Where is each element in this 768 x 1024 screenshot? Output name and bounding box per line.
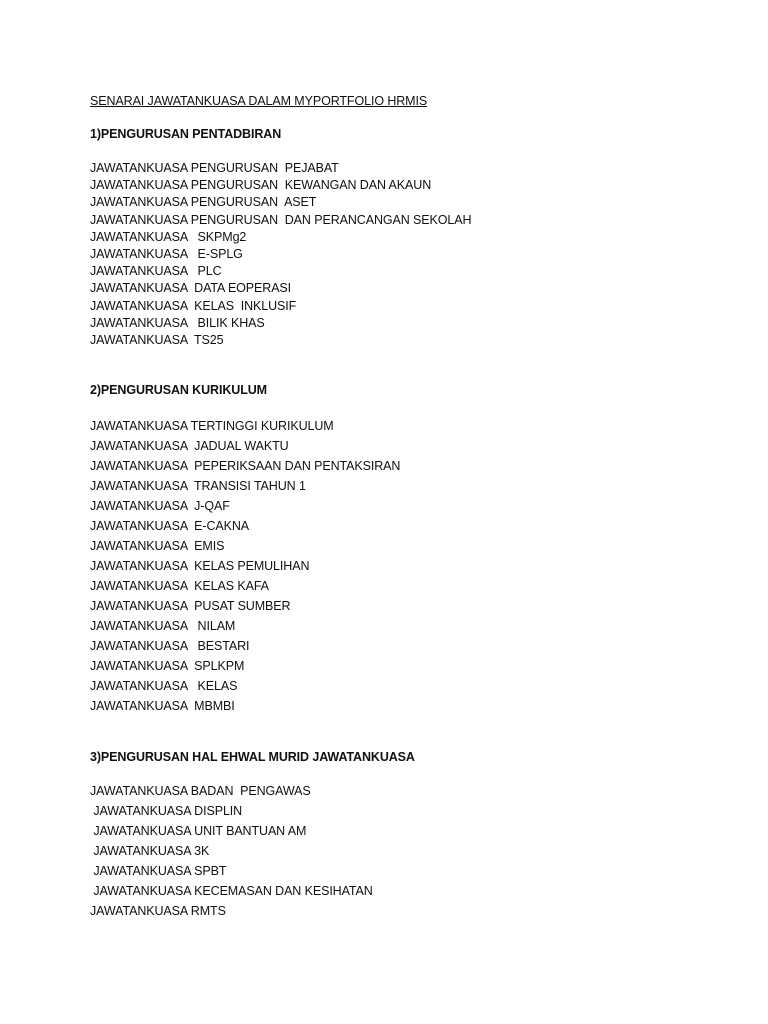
committee-list-pentadbiran <box>90 160 471 349</box>
list-item: JAWATANKUASA SKPMg2 <box>90 229 247 244</box>
list-item: JAWATANKUASA PENGURUSAN DAN PERANCANGAN SEKOLAH <box>90 212 472 227</box>
list-item: JAWATANKUASA SPLKPM <box>90 659 245 673</box>
list-item: JAWATANKUASA KELAS <box>90 679 238 693</box>
list-item: JAWATANKUASA KELAS PEMULIHAN <box>90 559 310 573</box>
list-item: JAWATANKUASA MBMBI <box>90 699 235 713</box>
list-item: JAWATANKUASA EMIS <box>90 539 225 553</box>
list-item: JAWATANKUASA DATA EOPERASI <box>90 281 292 296</box>
committee-list-kurikulum <box>90 416 400 716</box>
list-item: JAWATANKUASA NILAM <box>90 619 236 633</box>
section-heading-hal-ehwal-murid: 3)PENGURUSAN HAL EHWAL MURID JAWATANKUASA <box>90 750 415 764</box>
section-heading-kurikulum: 2)PENGURUSAN KURIKULUM <box>90 383 267 397</box>
section-heading-pentadbiran: 1)PENGURUSAN PENTADBIRAN <box>90 127 282 141</box>
list-item: JAWATANKUASA PENGURUSAN PEJABAT <box>90 161 339 175</box>
list-item: JAWATANKUASA SPBT <box>90 864 227 878</box>
list-item: JAWATANKUASA KECEMASAN DAN KESIHATAN <box>90 884 373 898</box>
list-item: JAWATANKUASA E-SPLG <box>90 246 243 261</box>
list-item: JAWATANKUASA KELAS INKLUSIF <box>90 298 297 313</box>
list-item: JAWATANKUASA KELAS KAFA <box>90 579 269 593</box>
list-item: JAWATANKUASA PEPERIKSAAN DAN PENTAKSIRAN <box>90 459 401 473</box>
list-item: JAWATANKUASA JADUAL WAKTU <box>90 439 289 453</box>
list-item: JAWATANKUASA BESTARI <box>90 639 250 653</box>
list-item: JAWATANKUASA UNIT BANTUAN AM <box>90 824 307 838</box>
list-item: JAWATANKUASA TS25 <box>90 332 224 347</box>
list-item: JAWATANKUASA PENGURUSAN ASET <box>90 195 317 210</box>
list-item: JAWATANKUASA RMTS <box>90 904 226 918</box>
committee-list-hal-ehwal-murid <box>90 781 373 921</box>
list-item: JAWATANKUASA TERTINGGI KURIKULUM <box>90 419 334 433</box>
list-item: JAWATANKUASA BADAN PENGAWAS <box>90 784 311 798</box>
list-item: JAWATANKUASA PENGURUSAN KEWANGAN DAN AKAUN <box>90 178 432 193</box>
list-item: JAWATANKUASA TRANSISI TAHUN 1 <box>90 479 306 493</box>
document-title: SENARAI JAWATANKUASA DALAM MYPORTFOLIO HRMIS <box>90 94 428 108</box>
list-item: JAWATANKUASA PLC <box>90 264 222 279</box>
list-item: JAWATANKUASA PUSAT SUMBER <box>90 599 291 613</box>
list-item: JAWATANKUASA BILIK KHAS <box>90 315 265 330</box>
list-item: JAWATANKUASA J-QAF <box>90 499 230 513</box>
list-item: JAWATANKUASA DISPLIN <box>90 804 243 818</box>
list-item: JAWATANKUASA 3K <box>90 844 210 858</box>
list-item: JAWATANKUASA E-CAKNA <box>90 519 250 533</box>
